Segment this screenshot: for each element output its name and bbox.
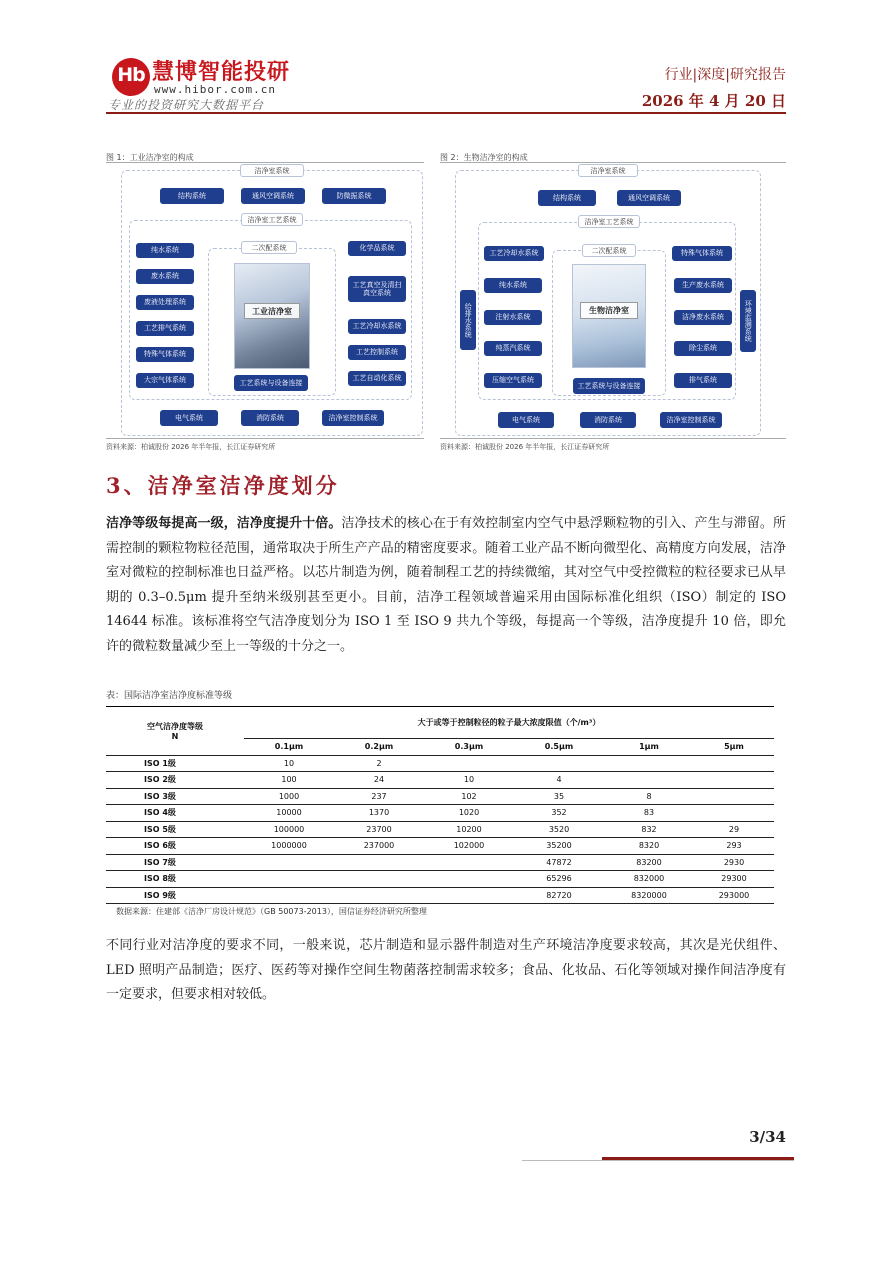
figure2-process-label: 洁净室工艺系统 xyxy=(578,215,640,228)
figure1-node: 通风空调系统 xyxy=(241,188,305,204)
table-size-header: 1μm xyxy=(604,739,694,756)
table-row: ISO 7级 47872 83200 2930 xyxy=(106,854,774,871)
logo-icon: Hb xyxy=(112,58,150,96)
paragraph-1 xyxy=(106,512,786,659)
report-date: 2026 年 4 月 20 日 xyxy=(641,92,786,110)
table-row: ISO 3级 1000 237 102 35 8 xyxy=(106,788,774,805)
figure2-node: 压缩空气系统 xyxy=(484,373,542,388)
table-row: ISO 1级 10 2 xyxy=(106,755,774,772)
figure1-node: 工艺系统与设备连接 xyxy=(234,375,308,391)
figure2-node: 特殊气体系统 xyxy=(672,246,732,261)
table-size-header: 0.3μm xyxy=(424,739,514,756)
paragraph-1-lead: 洁净等级每提高一级，洁净度提升十倍。 xyxy=(106,516,342,531)
figure2-node: 排气系统 xyxy=(674,373,732,388)
figure1-outer-label: 洁净室系统 xyxy=(240,164,304,177)
figure1-node: 工艺冷却水系统 xyxy=(348,319,406,334)
figure1-node: 防微振系统 xyxy=(322,188,386,204)
figure2-bottom-rule xyxy=(440,438,786,439)
table-row: ISO 9级 82720 8320000 293000 xyxy=(106,887,774,904)
figure1-node: 大宗气体系统 xyxy=(136,373,194,388)
paragraph-1-body: 洁净技术的核心在于有效控制室内空气中悬浮颗粒物的引入、产生与滞留。所需控制的颗粒物粒径范围，通常取决于所生产产品的精密度要求。随着工业产品不断向微型化、高精度方向发展，洁净室对微粒的控制标准也日益严格。以芯片制造为例，随着制程工艺的持续微缩，其对空气中受控微粒的粒径要求已从早期的 0.3–0.5μm 提升至纳米级别甚至更小。目前，洁净工程领域普遍采用由国际标准化组织（ISO）制定的 ISO 14644 标准。该标准将空气洁净度划分为 ISO 1 至 ISO 9 共九个等级，每提高一个等级，洁净度提升 10 倍，即允许的微粒数量减少至上一等级的十分之一。 xyxy=(106,516,786,654)
figure2-node: 纯蒸汽系统 xyxy=(484,341,542,356)
figure2-side-node: 环境监测系统 xyxy=(740,290,756,352)
figure2-node: 除尘系统 xyxy=(674,341,732,356)
table-row: ISO 6级 1000000 237000 102000 35200 8320 293 xyxy=(106,838,774,855)
section-title: 3、洁净室洁净度划分 xyxy=(106,473,340,498)
figure1-node: 工艺排气系统 xyxy=(136,321,194,336)
logo-tagline: 专业的投资研究大数据平台 xyxy=(108,98,265,112)
report-type: 行业|深度|研究报告 xyxy=(664,67,786,83)
figure2-side-node: 给排水系统 xyxy=(460,290,476,350)
table-size-header: 5μm xyxy=(694,739,774,756)
figure1-node: 化学品系统 xyxy=(348,241,406,256)
logo-url: www.hibor.com.cn xyxy=(154,83,276,96)
iso-cleanliness-table xyxy=(106,706,774,904)
table-caption: 表：国际洁净室洁净度标准等级 xyxy=(106,691,233,701)
figure2-node: 电气系统 xyxy=(498,412,554,428)
table-source: 数据来源：住建部《洁净厂房设计规范》（GB 50073-2013），国信证券经济研究所整理 xyxy=(116,907,427,916)
figure2-room-label: 生物洁净室 xyxy=(580,302,638,319)
figure2-node: 结构系统 xyxy=(538,190,596,206)
figure2-node: 洁净废水系统 xyxy=(674,310,732,325)
figure2-node: 工艺冷却水系统 xyxy=(484,246,544,261)
figure1-node: 工艺自动化系统 xyxy=(348,371,406,386)
figure2-outer-label: 洁净室系统 xyxy=(578,164,638,177)
figure2-caption: 图 2：生物洁净室的构成 xyxy=(440,153,528,162)
figure2-node: 生产废水系统 xyxy=(674,278,732,293)
figure2-node: 纯水系统 xyxy=(484,278,542,293)
figure1-source: 资料来源：柏诚股份 2026 年半年报，长江证券研究所 xyxy=(106,443,276,451)
figure2-top-rule xyxy=(440,162,786,163)
table-row: ISO 4级 10000 1370 1020 352 83 xyxy=(106,805,774,822)
figure2-node: 通风空调系统 xyxy=(617,190,681,206)
figure1-node: 电气系统 xyxy=(160,410,218,426)
figure2-node: 洁净室控制系统 xyxy=(660,412,722,428)
figure1-process-label: 洁净室工艺系统 xyxy=(241,213,303,226)
table-size-header: 0.5μm xyxy=(514,739,604,756)
table-size-header: 0.2μm xyxy=(334,739,424,756)
figure1-node: 纯水系统 xyxy=(136,243,194,258)
figure1-node: 特殊气体系统 xyxy=(136,347,194,362)
figure1-caption: 图 1：工业洁净室的构成 xyxy=(106,153,194,162)
footer-rule xyxy=(522,1160,794,1161)
figure1-node: 废液处理系统 xyxy=(136,295,194,310)
figure1-node: 工艺真空及清扫真空系统 xyxy=(348,276,406,302)
page-number: 3/34 xyxy=(749,1128,786,1146)
figure2-node: 消防系统 xyxy=(580,412,636,428)
table-size-header: 0.1μm xyxy=(244,739,334,756)
figure2-source: 资料来源：柏诚股份 2026 年半年报，长江证券研究所 xyxy=(440,443,610,451)
table-row: ISO 5级 100000 23700 10200 3520 832 29 xyxy=(106,821,774,838)
figure1-node: 消防系统 xyxy=(241,410,299,426)
figure1-node: 废水系统 xyxy=(136,269,194,284)
figure1-bottom-rule xyxy=(106,438,424,439)
figure1-node: 结构系统 xyxy=(160,188,224,204)
figure2-node: 注射水系统 xyxy=(484,310,542,325)
header-divider xyxy=(106,112,786,114)
figure1-node: 工艺控制系统 xyxy=(348,345,406,360)
logo-name: 慧博智能投研 xyxy=(152,60,291,85)
paragraph-2: 不同行业对洁净度的要求不同，一般来说，芯片制造和显示器件制造对生产环境洁净度要求较高，其次是光伏组件、LED 照明产品制造；医疗、医药等对操作空间生物菌落控制需求较多；食品、化妆品、石化等领域对操作间洁净度有一定要求，但要求相对较低。 xyxy=(106,938,786,1002)
table-group-header: 大于或等于控制粒径的粒子最大浓度限值（个/m³） xyxy=(244,707,774,739)
figure1-secondary-label: 二次配系统 xyxy=(241,241,297,254)
figure2-secondary-label: 二次配系统 xyxy=(582,244,636,257)
figure1-room-label: 工业洁净室 xyxy=(244,303,300,319)
figure1-node: 洁净室控制系统 xyxy=(322,410,384,426)
table-row: ISO 8级 65296 832000 29300 xyxy=(106,871,774,888)
footer-accent-rule xyxy=(602,1157,794,1160)
figure1-top-rule xyxy=(106,162,424,163)
table-row: ISO 2级 100 24 10 4 xyxy=(106,772,774,789)
figure2-node: 工艺系统与设备连接 xyxy=(573,378,645,394)
table-col0-header: 空气洁净度等级 N xyxy=(106,707,244,756)
